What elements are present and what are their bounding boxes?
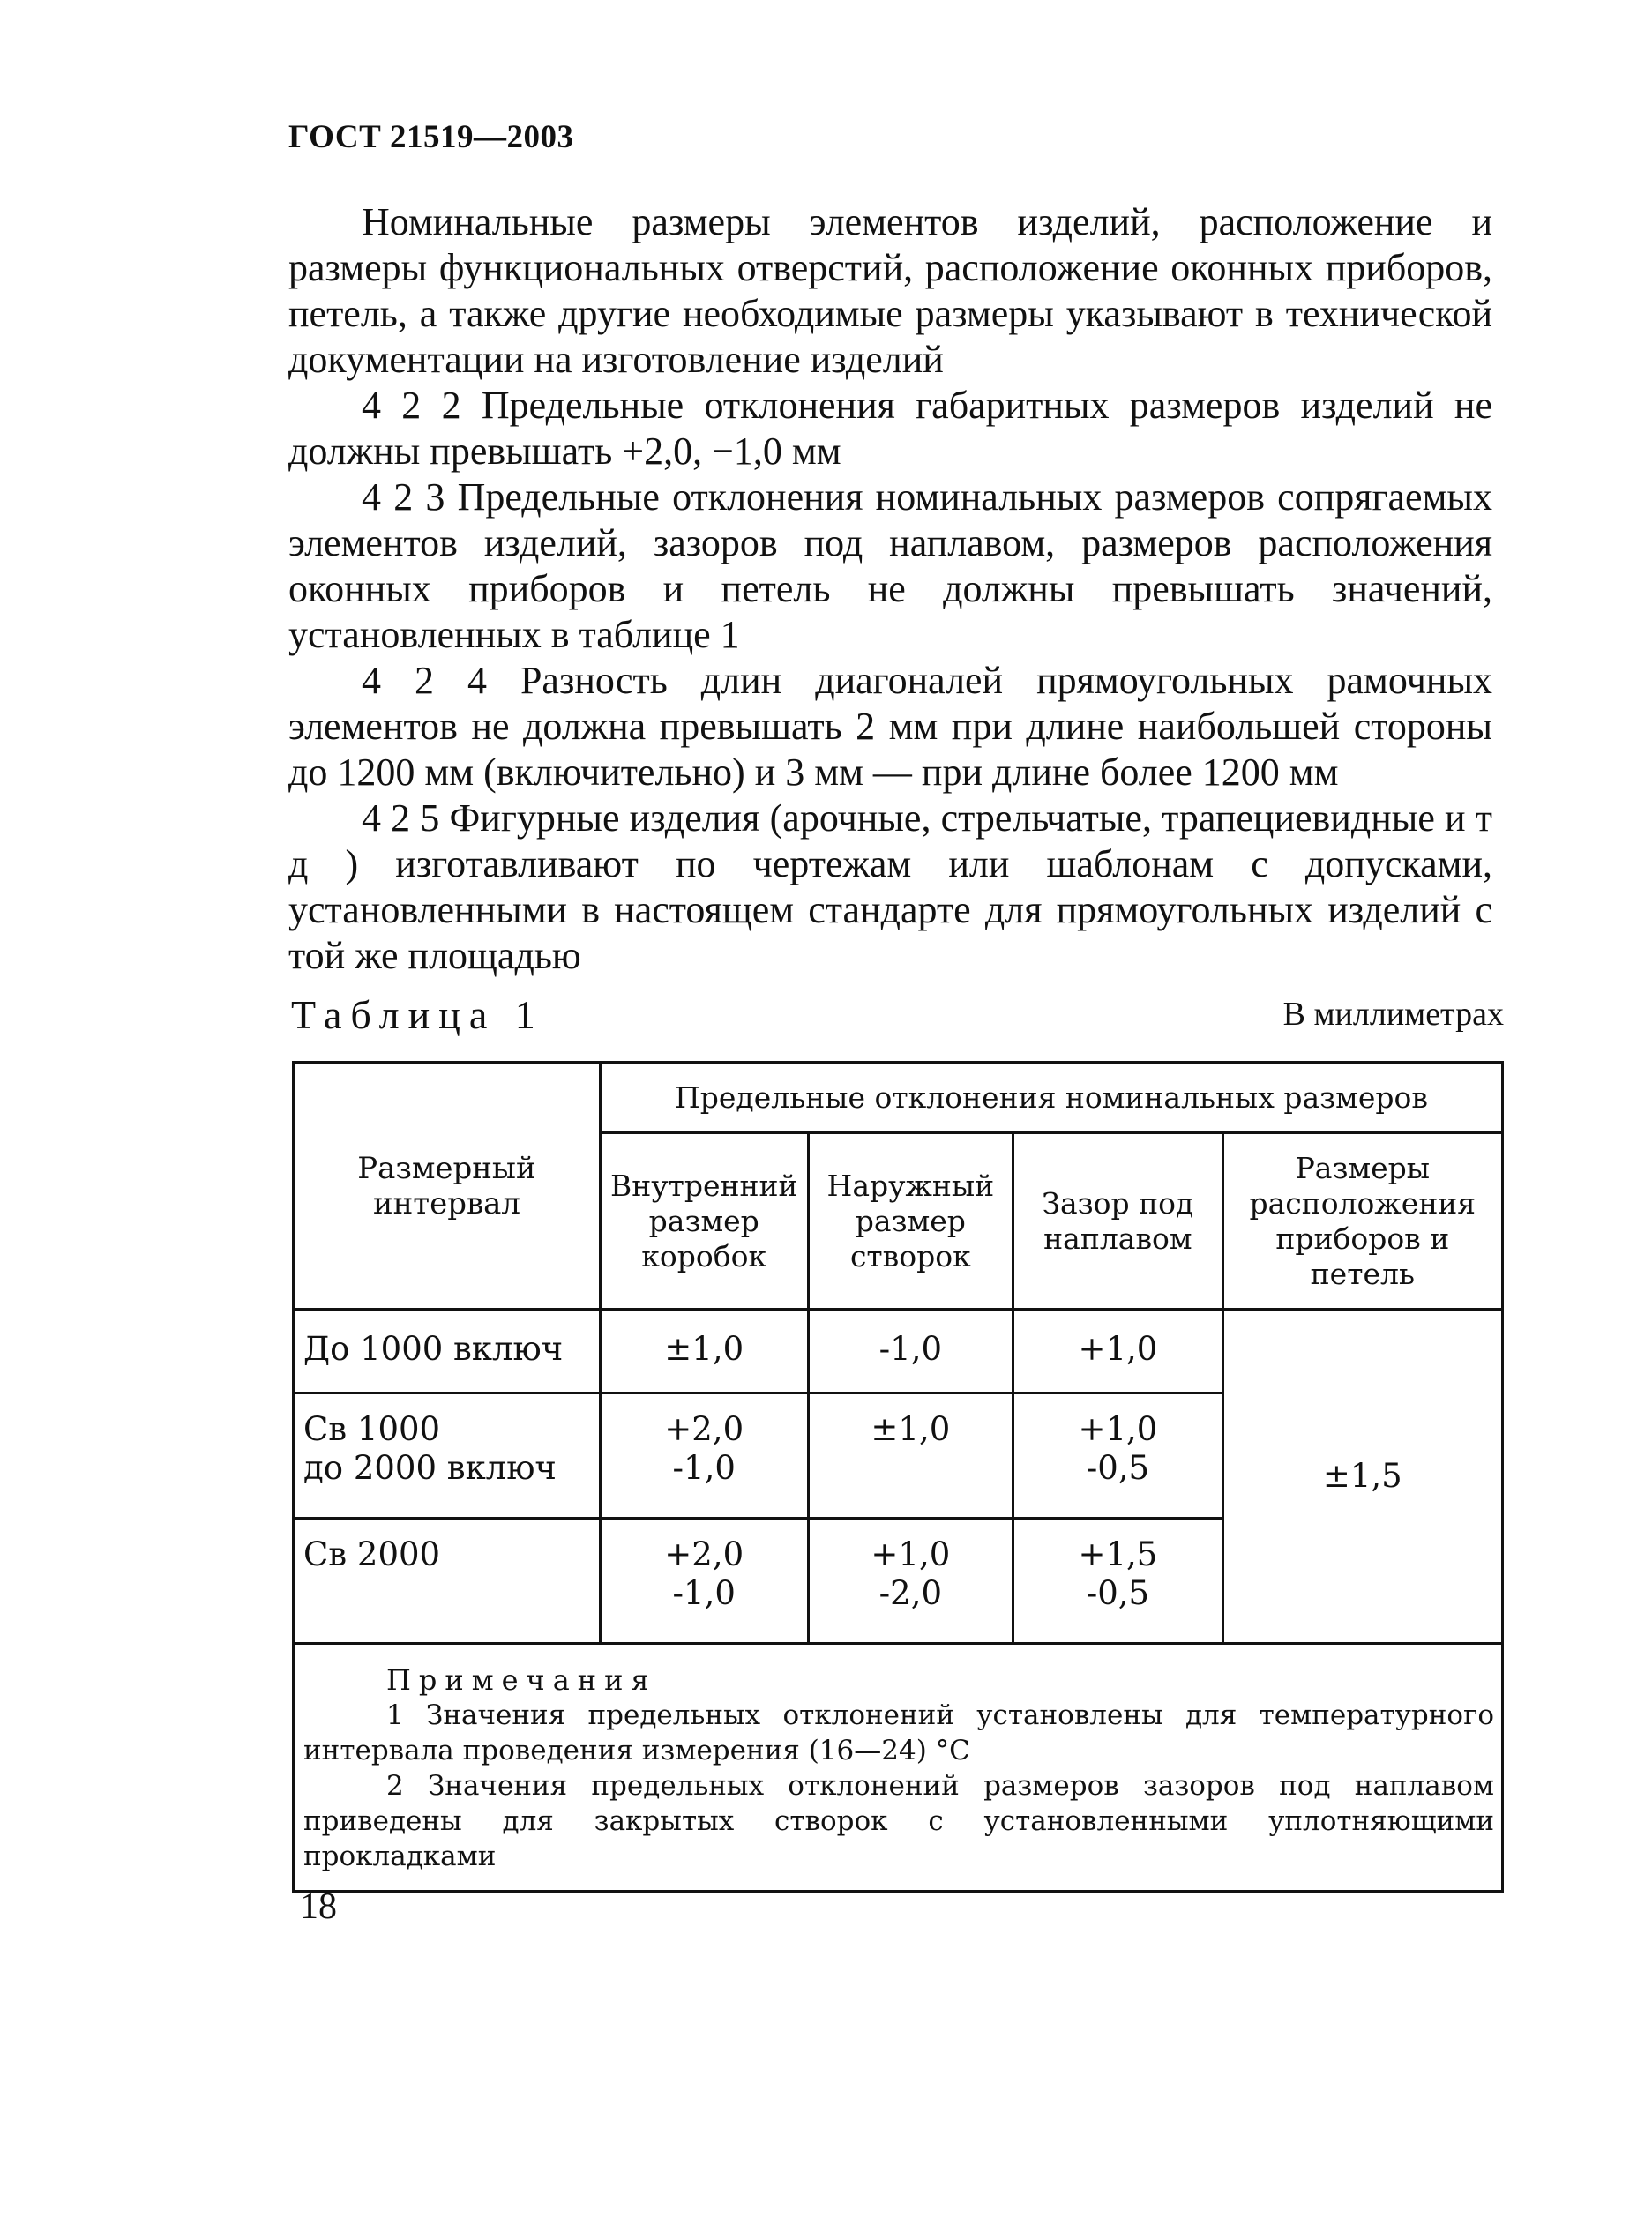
header-deviations-group: Предельные отклонения номинальных размеров: [600, 1063, 1502, 1133]
page-number: 18: [300, 1886, 337, 1927]
table-row: [294, 1310, 1503, 1393]
note-item: 2 Значения предельных отклонений размеров зазоров под наплавом приведены для закрытых створок с установленными уплотняющими прокладками: [303, 1770, 1494, 1872]
row-inner-value: +2,0 -1,0: [600, 1393, 808, 1519]
notes-title: Примечания: [386, 1663, 657, 1697]
row-gap-value: +1,0: [1013, 1310, 1222, 1393]
header-gap-under-flap: Зазор под наплавом: [1013, 1133, 1222, 1310]
row-interval: До 1000 включ: [294, 1310, 601, 1393]
paragraph-4-2-5: 4 2 5 Фигурные изделия (арочные, стрельчатые, трапециевидные и т д ) изготавливают по чертежам или шаблонам с допусками, установленными в настоящем стандарте для прямоугольных изделий с той же площадью: [288, 796, 1492, 977]
note-item: 1 Значения предельных отклонений установлены для температурного интервала проведения измерения (16—24) °С: [303, 1699, 1494, 1766]
tolerance-table: [292, 1061, 1504, 1893]
notes-list: [303, 1698, 1501, 1874]
row-inner-value: ±1,0: [600, 1310, 808, 1393]
table-title: Таблица 1: [291, 992, 544, 1037]
paragraph-4-2-3: 4 2 3 Предельные отклонения номинальных размеров сопрягаемых элементов изделий, зазоров под наплавом, размеров расположения оконных приборов и петель не должны превышать значений, установленных в таблице 1: [288, 475, 1492, 656]
header-inner-box-size: Внутренний размер коробок: [600, 1133, 808, 1310]
row-gap-value: +1,0 -0,5: [1013, 1393, 1222, 1519]
body-text: [288, 199, 1492, 979]
row-interval: Св 2000: [294, 1519, 601, 1644]
paragraph-nominal-sizes: Номинальные размеры элементов изделий, расположение и размеры функциональных отверстий, расположение оконных приборов, петель, а также другие необходимые размеры указывают в технической документации на изготовление изделий: [288, 200, 1492, 381]
fittings-value: ±1,5: [1222, 1310, 1502, 1644]
row-outer-value: -1,0: [808, 1310, 1013, 1393]
header-outer-sash-size: Наружный размер створок: [808, 1133, 1013, 1310]
row-inner-value: +2,0 -1,0: [600, 1519, 808, 1644]
table-notes: [294, 1644, 1503, 1892]
table-notes-row: [294, 1644, 1503, 1892]
table-units: В миллиметрах: [1282, 996, 1504, 1033]
row-outer-value: +1,0 -2,0: [808, 1519, 1013, 1644]
paragraph-4-2-2: 4 2 2 Предельные отклонения габаритных размеров изделий не должны превышать +2,0, −1,0 мм: [288, 384, 1492, 473]
row-interval: Св 1000 до 2000 включ: [294, 1393, 601, 1519]
document-header: ГОСТ 21519—2003: [288, 119, 574, 155]
table-header-row: [294, 1063, 1503, 1133]
row-gap-value: +1,5 -0,5: [1013, 1519, 1222, 1644]
row-outer-value: ±1,0: [808, 1393, 1013, 1519]
paragraph-4-2-4: 4 2 4 Разность длин диагоналей прямоугольных рамочных элементов не должна превышать 2 мм при длине наибольшей стороны до 1200 мм (включительно) и 3 мм — при длине более 1200 мм: [288, 659, 1492, 794]
header-size-interval: Размерный интервал: [294, 1063, 601, 1310]
header-fittings-position: Размеры расположения приборов и петель: [1222, 1133, 1502, 1310]
